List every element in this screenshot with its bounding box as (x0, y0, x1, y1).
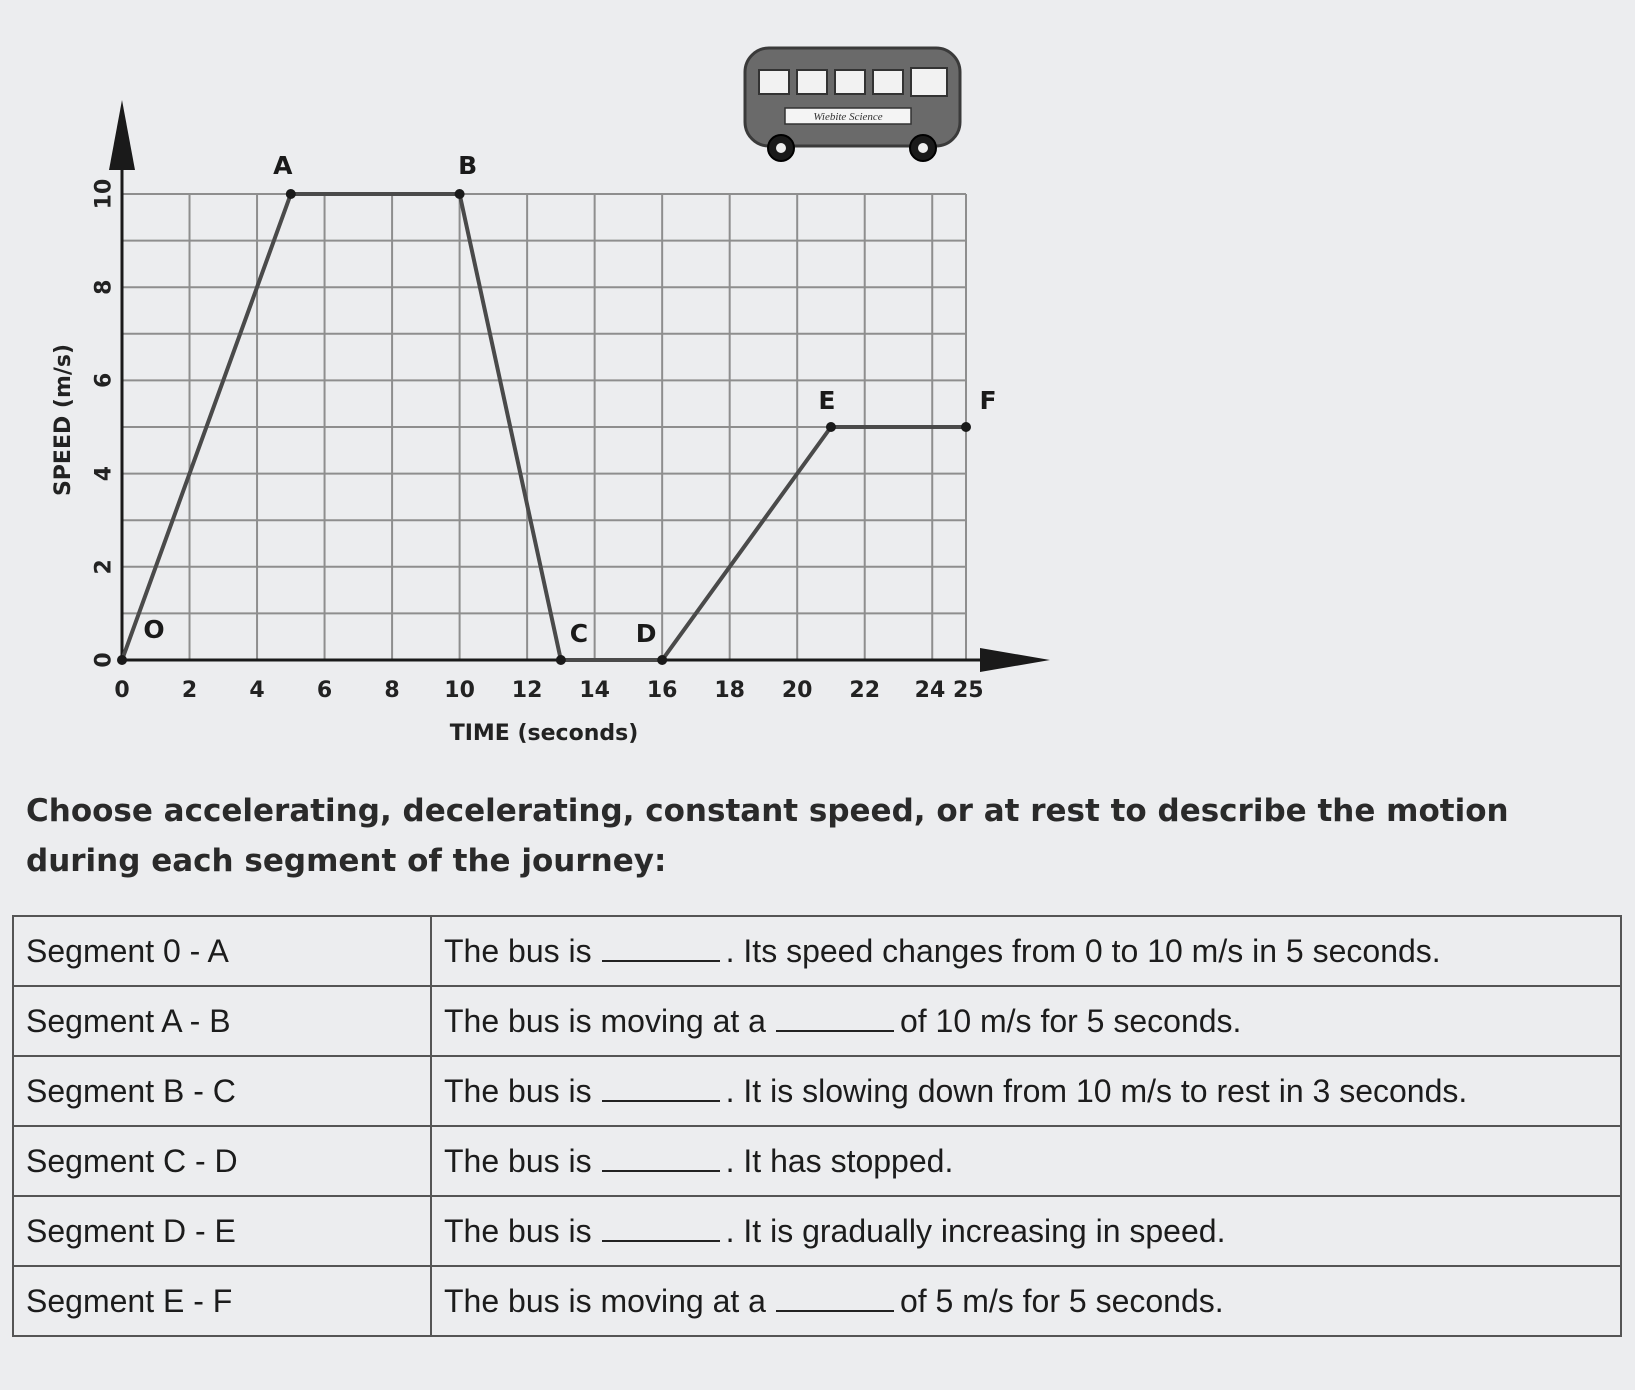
x-tick-label: 12 (511, 678, 543, 703)
point-label: F (979, 386, 997, 415)
y-tick-label: 2 (91, 559, 117, 575)
answer-blank[interactable] (602, 1218, 720, 1242)
x-tick-label: 16 (646, 678, 678, 703)
y-axis-arrow (109, 100, 135, 170)
y-tick-label: 8 (91, 279, 117, 295)
point-label: A (273, 151, 293, 180)
point-label: E (818, 386, 836, 415)
answer-blank[interactable] (602, 1078, 720, 1102)
point-label: C (569, 619, 589, 648)
x-tick-label: 20 (781, 678, 813, 703)
segment-description: The bus is moving at a of 5 m/s for 5 seconds. (431, 1266, 1621, 1336)
segment-name: Segment C - D (13, 1126, 431, 1196)
data-point-b (455, 189, 465, 199)
table-row (13, 986, 1621, 1056)
x-axis-label: TIME (seconds) (449, 721, 639, 746)
table-row (13, 1196, 1621, 1266)
bus-sign: Wiebite Science (813, 111, 883, 123)
data-point-d (657, 655, 667, 665)
data-point-e (826, 422, 836, 432)
segment-description: The bus is . It is slowing down from 10 m/s to rest in 3 seconds. (431, 1056, 1621, 1126)
table-row (13, 916, 1621, 986)
data-point-o (117, 655, 127, 665)
data-point-c (556, 655, 566, 665)
x-tick-label: 0 (114, 678, 130, 703)
answer-blank[interactable] (602, 938, 720, 962)
segment-name: Segment 0 - A (13, 916, 431, 986)
y-axis-label: SPEED (m/s) (51, 343, 76, 497)
table-row (13, 1126, 1621, 1196)
answer-blank[interactable] (776, 1008, 894, 1032)
data-point-f (961, 422, 971, 432)
bus-illustration (745, 48, 960, 161)
point-label: D (635, 619, 657, 648)
x-tick-label: 10 (444, 678, 475, 703)
x-tick-label: 24 25 (914, 678, 984, 703)
point-label: B (458, 151, 478, 180)
point-label: O (143, 615, 165, 644)
answer-blank[interactable] (776, 1288, 894, 1312)
x-axis-arrow (980, 648, 1050, 672)
segment-description: The bus is . Its speed changes from 0 to 10 m/s in 5 seconds. (431, 916, 1621, 986)
x-tick-label: 8 (384, 678, 400, 703)
table-row (13, 1266, 1621, 1336)
x-tick-label: 22 (849, 678, 881, 703)
y-tick-label: 4 (91, 465, 117, 482)
segment-description: The bus is . It is gradually increasing in speed. (431, 1196, 1621, 1266)
x-tick-label: 4 (249, 678, 265, 703)
y-tick-label: 6 (91, 372, 117, 389)
x-tick-label: 18 (714, 678, 745, 703)
segment-name: Segment A - B (13, 986, 431, 1056)
segment-table (12, 915, 1622, 1337)
x-tick-label: 14 (579, 678, 610, 703)
segment-name: Segment E - F (13, 1266, 431, 1336)
question-prompt: Choose accelerating, decelerating, constant speed, or at rest to describe the motion during each segment of the journey: (26, 793, 1509, 879)
segment-description: The bus is . It has stopped. (431, 1126, 1621, 1196)
x-tick-label: 6 (316, 678, 333, 703)
table-row (13, 1056, 1621, 1126)
segment-name: Segment D - E (13, 1196, 431, 1266)
segment-name: Segment B - C (13, 1056, 431, 1126)
segment-description: The bus is moving at a of 10 m/s for 5 seconds. (431, 986, 1621, 1056)
y-tick-label: 10 (91, 178, 117, 210)
answer-blank[interactable] (602, 1148, 720, 1172)
y-tick-label: 0 (91, 652, 117, 668)
x-tick-label: 2 (181, 678, 198, 703)
chart-axes (109, 100, 1050, 672)
data-point-a (286, 189, 296, 199)
